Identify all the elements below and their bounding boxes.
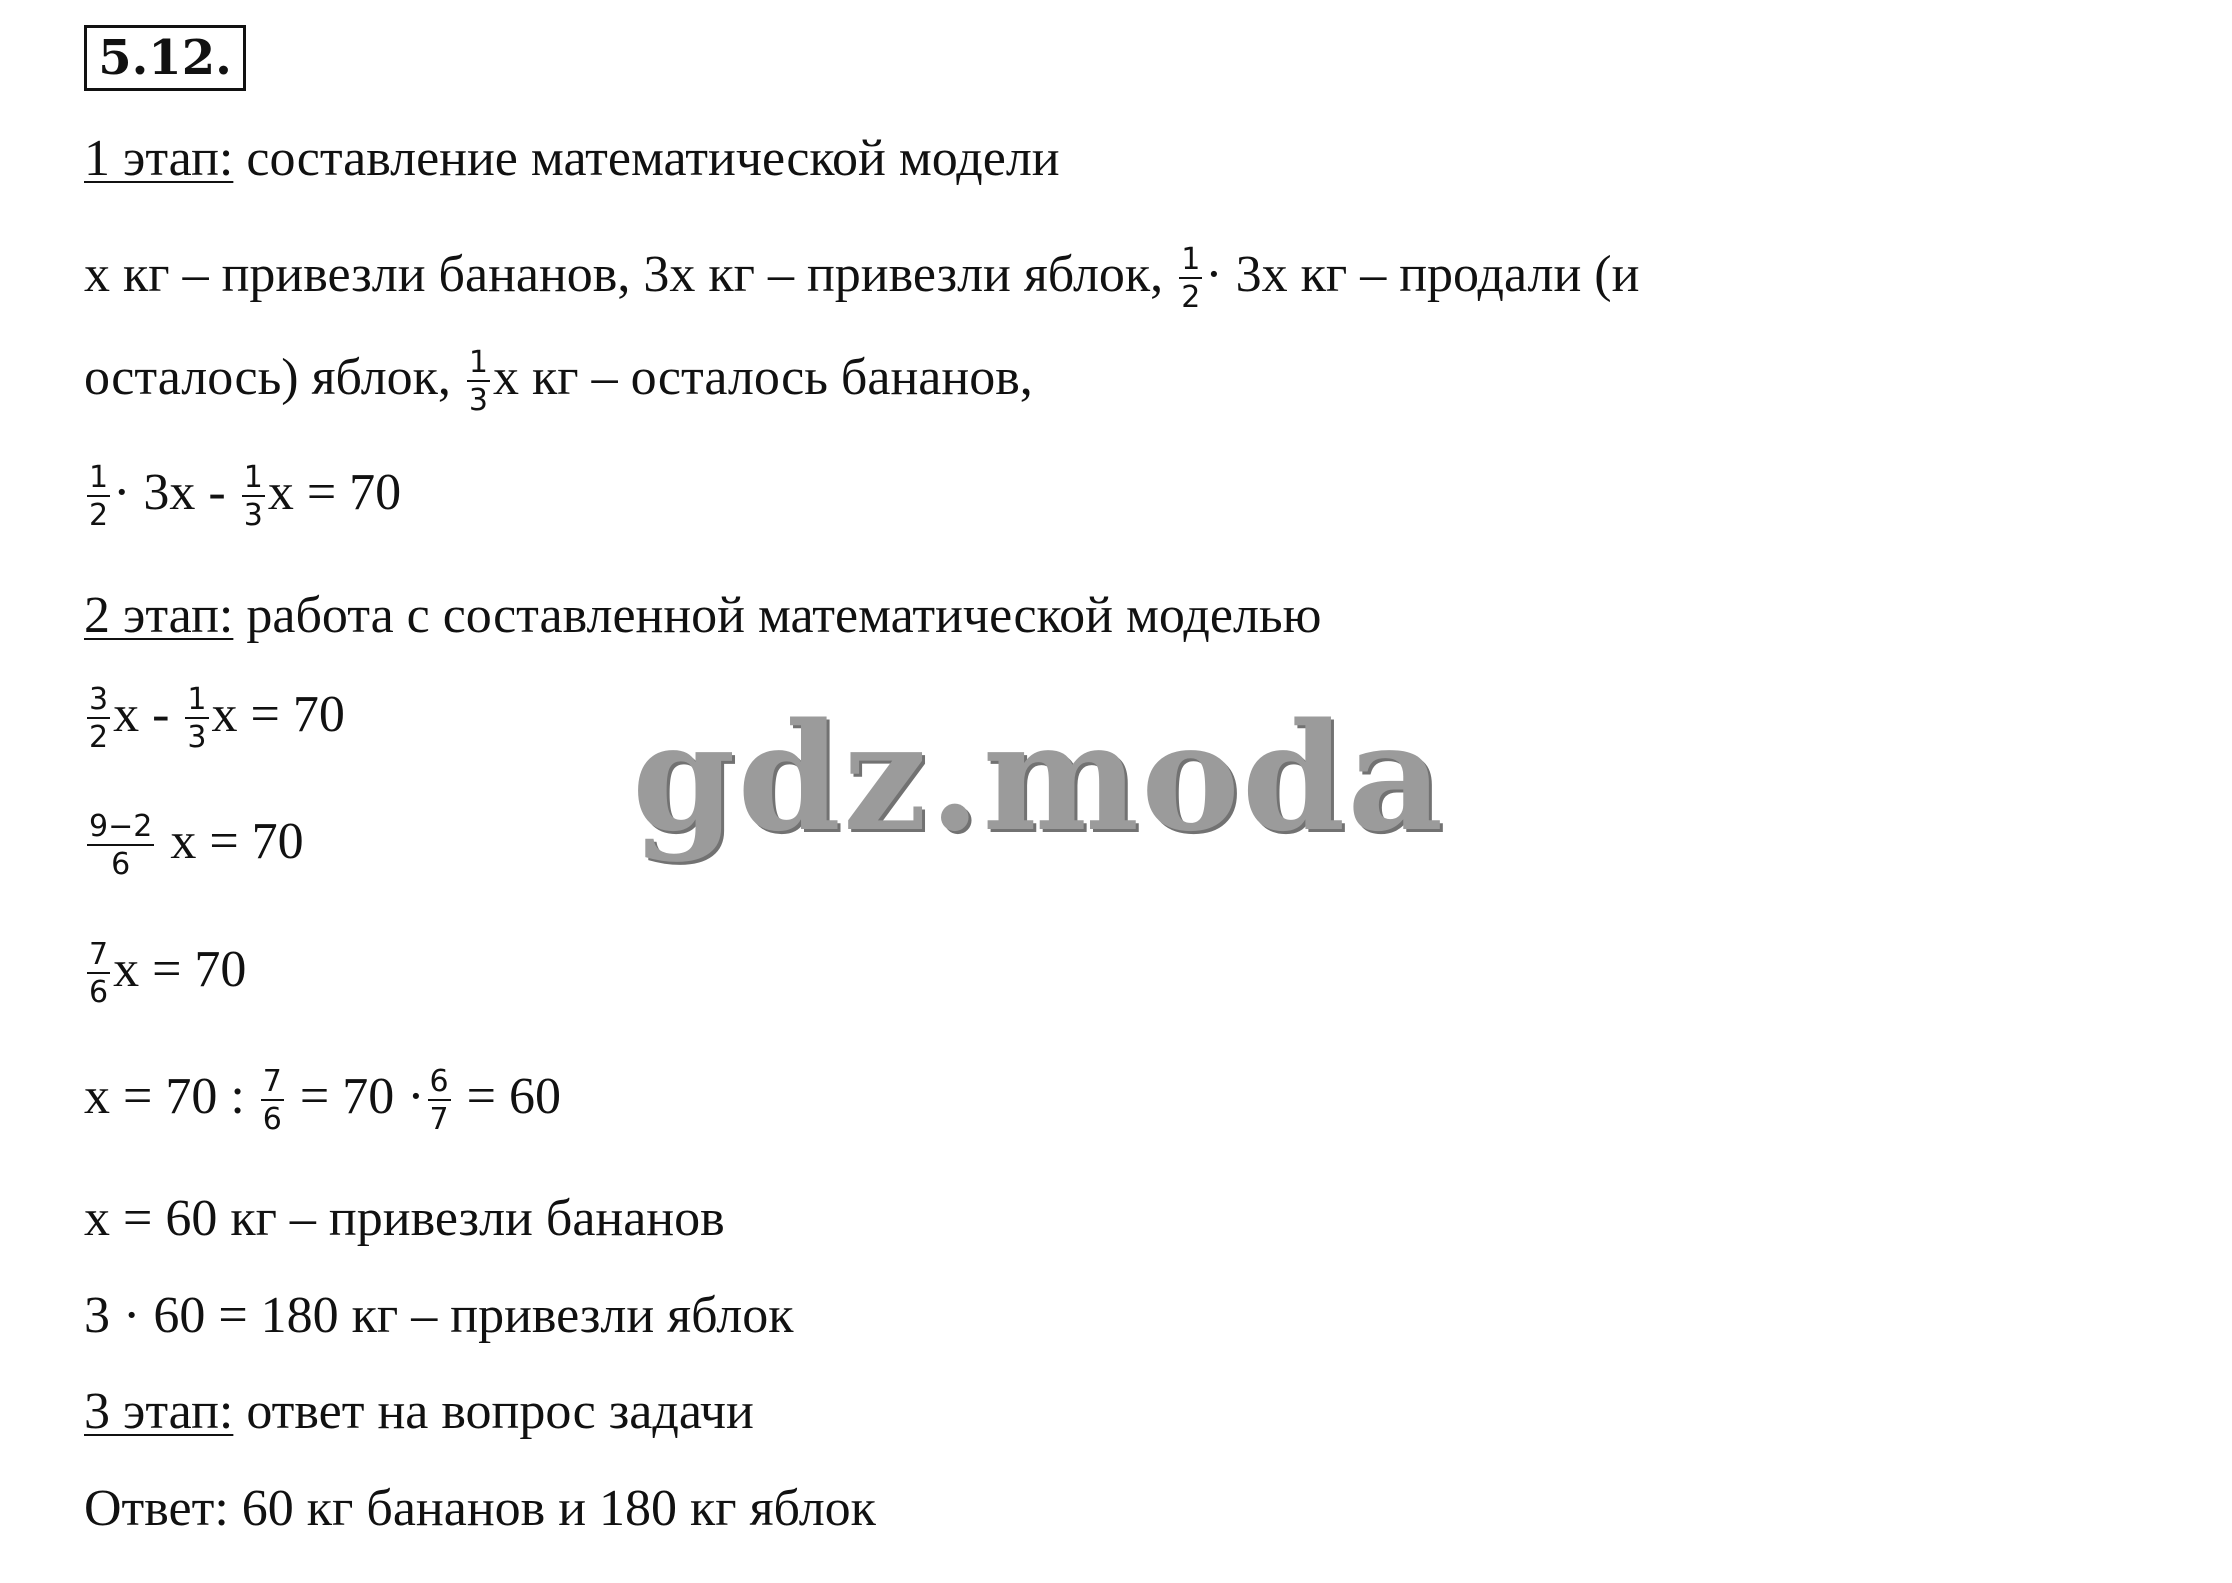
equation-3-rest: x = 70 bbox=[157, 812, 304, 870]
fraction bbox=[87, 937, 110, 1010]
answer-line: Ответ: 60 кг бананов и 180 кг яблок bbox=[84, 1480, 876, 1537]
fraction-denominator: 2 bbox=[89, 720, 109, 755]
equation-3 bbox=[84, 809, 304, 882]
fraction-denominator: 3 bbox=[243, 498, 263, 533]
stage2-label: 2 этап: bbox=[84, 587, 234, 644]
stage1-label: 1 этап: bbox=[84, 130, 234, 187]
fraction-numerator: 1 bbox=[187, 682, 207, 717]
equation-2-part-b: x = 70 bbox=[211, 685, 345, 743]
fraction bbox=[242, 460, 265, 533]
fraction-denominator: 6 bbox=[262, 1102, 282, 1137]
result-apples: 3 · 60 = 180 кг – привезли яблок bbox=[84, 1287, 794, 1344]
model-text-2b: x кг – осталось бананов, bbox=[493, 348, 1033, 406]
fraction-denominator: 6 bbox=[111, 847, 131, 882]
fraction bbox=[261, 1064, 284, 1137]
model-line-2 bbox=[84, 345, 1033, 418]
fraction-numerator: 7 bbox=[89, 937, 109, 972]
fraction bbox=[428, 1064, 451, 1137]
fraction bbox=[467, 345, 490, 418]
fraction-numerator: 3 bbox=[89, 682, 109, 717]
result-bananas: x = 60 кг – привезли бананов bbox=[84, 1190, 725, 1247]
equation-5-part-b: = 70 · bbox=[286, 1067, 425, 1125]
fraction-denominator: 3 bbox=[187, 720, 207, 755]
equation-5-part-a: x = 70 : bbox=[84, 1067, 258, 1125]
equation-4-rest: x = 70 bbox=[113, 940, 247, 998]
equation-5 bbox=[84, 1064, 561, 1137]
fraction bbox=[185, 682, 208, 755]
fraction bbox=[87, 809, 154, 882]
stage1-line bbox=[84, 130, 1060, 187]
fraction-numerator: 9−2 bbox=[89, 809, 153, 844]
fraction bbox=[1179, 242, 1202, 315]
fraction-numerator: 1 bbox=[243, 460, 263, 495]
equation-4 bbox=[84, 937, 247, 1010]
fraction-denominator: 3 bbox=[468, 383, 489, 418]
fraction-denominator: 2 bbox=[1181, 280, 1201, 315]
task-number: 5.12. bbox=[98, 30, 232, 86]
model-text-1b: · 3x кг – продали (и bbox=[1205, 245, 1640, 303]
watermark: gdz.moda bbox=[632, 690, 1446, 864]
model-text-1a: x кг – привезли бананов, 3x кг – привезли яблок, bbox=[84, 245, 1177, 303]
fraction-denominator: 2 bbox=[89, 498, 109, 533]
model-line-1 bbox=[84, 242, 1640, 315]
stage3-line bbox=[84, 1383, 754, 1440]
fraction-numerator: 7 bbox=[262, 1064, 282, 1099]
equation-1 bbox=[84, 460, 402, 533]
fraction-denominator: 6 bbox=[89, 975, 109, 1010]
fraction-numerator: 6 bbox=[429, 1064, 449, 1099]
stage3-text: ответ на вопрос задачи bbox=[233, 1383, 754, 1440]
fraction-numerator: 1 bbox=[468, 345, 489, 380]
fraction-numerator: 1 bbox=[89, 460, 109, 495]
stage1-text: составление математической модели bbox=[233, 130, 1060, 187]
stage2-text: работа с составленной математической моделью bbox=[233, 587, 1322, 644]
equation-5-part-c: = 60 bbox=[453, 1067, 561, 1125]
task-number-box bbox=[84, 25, 246, 91]
fraction bbox=[87, 460, 110, 533]
stage2-line bbox=[84, 587, 1322, 644]
model-text-2a: осталось) яблок, bbox=[84, 348, 464, 406]
equation-2-part-a: x - bbox=[113, 685, 183, 743]
fraction-denominator: 7 bbox=[429, 1102, 449, 1137]
fraction-numerator: 1 bbox=[1181, 242, 1201, 277]
fraction bbox=[87, 682, 110, 755]
equation-1-part-a: · 3x - bbox=[113, 463, 239, 521]
stage3-label: 3 этап: bbox=[84, 1383, 234, 1440]
equation-1-part-b: x = 70 bbox=[267, 463, 402, 521]
equation-2 bbox=[84, 682, 345, 755]
